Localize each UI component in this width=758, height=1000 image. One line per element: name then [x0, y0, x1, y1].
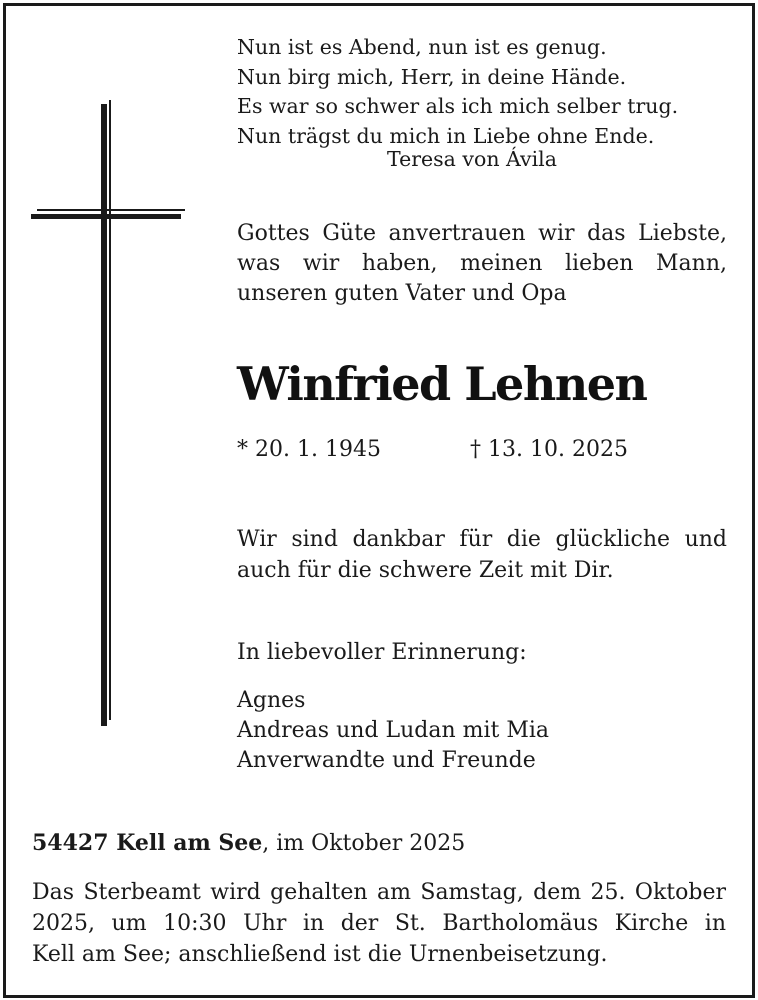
- thanks-line: Wir sind dankbar für die glückliche und: [237, 527, 727, 552]
- birth-date: * 20. 1. 1945: [237, 437, 381, 462]
- thanks-text: [237, 524, 727, 586]
- intro-line: unseren guten Vater und Opa: [237, 281, 567, 306]
- service-info: [32, 877, 726, 970]
- poem-line: Nun trägst du mich in Liebe ohne Ende.: [237, 123, 655, 148]
- place-date-line: [32, 830, 465, 856]
- deceased-name: Winfried Lehnen: [237, 357, 647, 411]
- cross-icon: [28, 100, 188, 730]
- service-line: Kell am See; anschließend ist die Urnenbeisetzung.: [32, 942, 608, 967]
- memory-heading: In liebevoller Erinnerung:: [237, 640, 527, 665]
- poem-author: Teresa von Ávila: [387, 147, 557, 171]
- thanks-line: auch für die schwere Zeit mit Dir.: [237, 558, 614, 583]
- intro-text: [237, 219, 727, 309]
- death-date: † 13. 10. 2025: [470, 437, 628, 462]
- place-location: 54427 Kell am See: [32, 830, 263, 856]
- poem-line: Nun ist es Abend, nun ist es genug.: [237, 35, 607, 59]
- service-line: Das Sterbeamt wird gehalten am Samstag, dem 25. Oktober: [32, 880, 726, 905]
- poem-line: Nun birg mich, Herr, in deine Hände.: [237, 64, 627, 89]
- mourner: Anverwandte und Freunde: [237, 748, 536, 773]
- service-line: 2025, um 10:30 Uhr in der St. Bartholomäus Kirche in: [32, 911, 726, 936]
- mourners-list: [237, 686, 549, 776]
- mourner: Agnes: [237, 688, 306, 713]
- mourner: Andreas und Ludan mit Mia: [237, 718, 550, 743]
- intro-line: Gottes Güte anvertrauen wir das Liebste,: [237, 221, 727, 246]
- intro-line: was wir haben, meinen lieben Mann,: [237, 251, 727, 276]
- place-date: , im Oktober 2025: [262, 831, 466, 856]
- poem-line: Es war so schwer als ich mich selber trug.: [237, 94, 679, 118]
- poem: [237, 33, 678, 151]
